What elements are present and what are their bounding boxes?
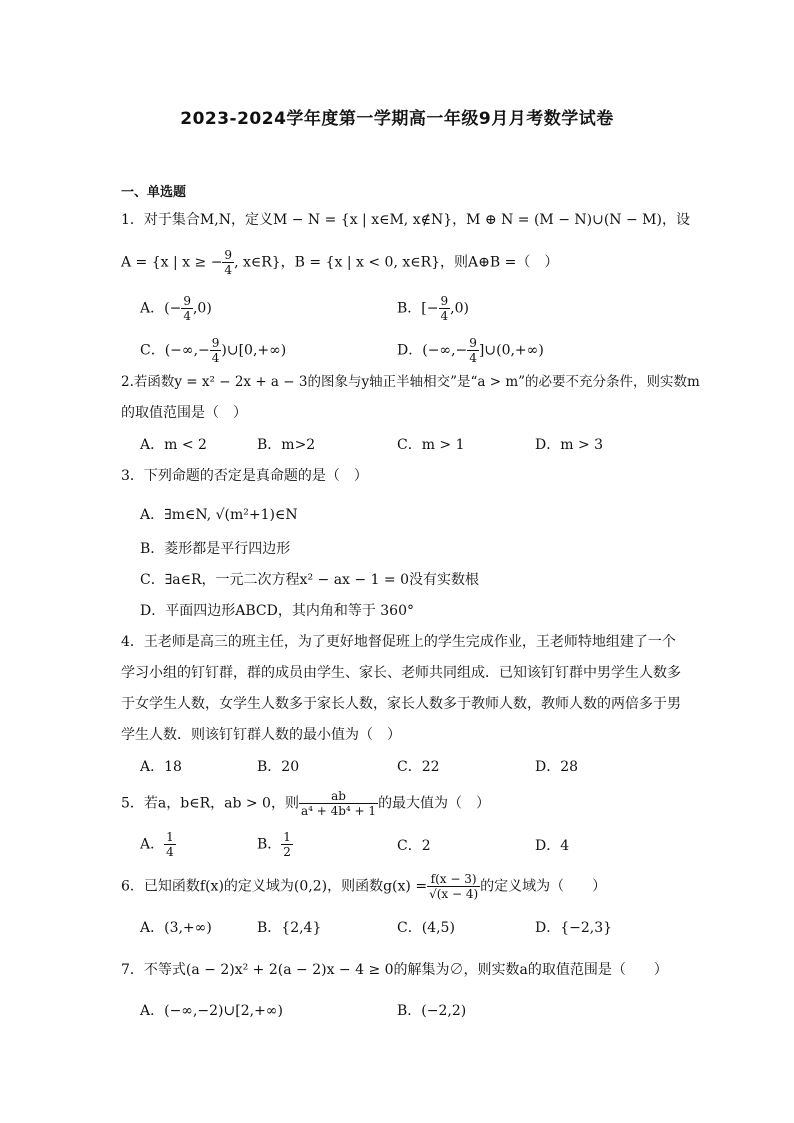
q3-option-c[interactable]: C．∃a∈R，一元二次方程x² − ax − 1 = 0没有实数根 bbox=[140, 572, 480, 588]
q4-option-b[interactable]: B．20 bbox=[257, 759, 300, 775]
q4-stem-line1: 4．王老师是高三的班主任，为了更好地督促班上的学生完成作业，王老师特地组建了一个 bbox=[121, 634, 676, 650]
q2-option-a[interactable]: A．m < 2 bbox=[140, 437, 207, 453]
q5-fraction: $\frac{ab}{\text{a⁴ + 4b⁴ + 1}}$ bbox=[300, 789, 377, 818]
q1-fraction: $\frac{9}{4}$ bbox=[224, 248, 233, 277]
q5-stem: 5．若a，b∈R，ab > 0，则 $\frac{ab}{\text{a⁴ + 4b⁴ + 1}}$ 的最大值为（ ） bbox=[121, 789, 491, 818]
q3-option-d[interactable]: D．平面四边形ABCD，其内角和等于 360° bbox=[140, 603, 414, 619]
q6-stem: 6．已知函数f(x)的定义域为(0,2)，则函数g(x) = $\frac{f(x - 3)}{√(x - 4)}$ 的定义域为（ ） bbox=[121, 872, 607, 901]
q2-option-c[interactable]: C．m > 1 bbox=[397, 437, 465, 453]
q5-option-a[interactable]: A． $\frac{1}{4}$ bbox=[140, 830, 174, 859]
q4-stem-line2: 学习小组的钉钉群，群的成员由学生、家长、老师共同组成．已知该钉钉群中男学生人数多 bbox=[121, 665, 681, 681]
q6-option-d[interactable]: D．{−2,3} bbox=[535, 920, 613, 936]
q2-option-d[interactable]: D．m > 3 bbox=[535, 437, 604, 453]
q3-option-a[interactable]: A．∃m∈N, √(m²+1)∈N bbox=[140, 507, 298, 523]
q2-stem-line2: 的取值范围是（ ） bbox=[121, 405, 247, 421]
q1-stem-line1: 1．对于集合M,N，定义M − N = {x | x∈M, x∉N}，M ⊕ N = (M − N)∪(N − M)，设 bbox=[121, 212, 690, 228]
q7-stem: 7．不等式(a − 2)x² + 2(a − 2)x − 4 ≥ 0的解集为∅，则实数a的取值范围是（ ） bbox=[121, 962, 668, 978]
q4-option-c[interactable]: C．22 bbox=[397, 759, 440, 775]
q1-option-a[interactable]: A．(− $\frac{9}{4}$ ,0) bbox=[140, 294, 212, 323]
q4-option-a[interactable]: A．18 bbox=[140, 759, 182, 775]
q2-stem-line1: 2.若函数y = x² − 2x + a − 3的图象与y轴正半轴相交”是“a > m”的必要不充分条件，则实数m bbox=[121, 374, 700, 390]
section-heading: 一、单选题 bbox=[121, 185, 187, 200]
page-title: 2023-2024学年度第一学期高一年级9月月考数学试卷 bbox=[180, 109, 614, 129]
q5-option-d[interactable]: D．4 bbox=[535, 838, 570, 854]
q6-option-b[interactable]: B．{2,4} bbox=[257, 920, 322, 936]
q4-stem-line3: 于女学生人数，女学生人数多于家长人数，家长人数多于教师人数，教师人数的两倍多于男 bbox=[121, 696, 681, 712]
q1-option-d[interactable]: D．(−∞,− $\frac{9}{4}$ ]∪(0,+∞) bbox=[397, 336, 544, 365]
q1-stem-line2: A = {x | x ≥ − $\frac{9}{4}$ , x∈R}，B = {x | x < 0, x∈R}，则A⊕B =（ ） bbox=[121, 248, 559, 277]
q4-option-d[interactable]: D．28 bbox=[535, 759, 579, 775]
q7-option-b[interactable]: B．(−2,2) bbox=[397, 1003, 467, 1019]
q6-option-a[interactable]: A．(3,+∞) bbox=[140, 920, 212, 936]
q5-option-b[interactable]: B． $\frac{1}{2}$ bbox=[257, 830, 291, 859]
q2-option-b[interactable]: B．m>2 bbox=[257, 437, 316, 453]
q3-stem: 3．下列命题的否定是真命题的是（ ） bbox=[121, 468, 368, 484]
q5-option-c[interactable]: C．2 bbox=[397, 838, 431, 854]
q7-option-a[interactable]: A．(−∞,−2)∪[2,+∞) bbox=[140, 1003, 283, 1019]
q6-fraction: $\frac{f(x - 3)}{√(x - 4)}$ bbox=[429, 872, 479, 901]
q6-option-c[interactable]: C．(4,5) bbox=[397, 920, 455, 936]
q4-stem-line4: 学生人数．则该钉钉群人数的最小值为（ ） bbox=[121, 727, 401, 743]
q1-option-b[interactable]: B．[− $\frac{9}{4}$ ,0) bbox=[397, 294, 469, 323]
q1-option-c[interactable]: C．(−∞,− $\frac{9}{4}$ )∪[0,+∞) bbox=[140, 336, 287, 365]
q3-option-b[interactable]: B．菱形都是平行四边形 bbox=[140, 541, 291, 557]
